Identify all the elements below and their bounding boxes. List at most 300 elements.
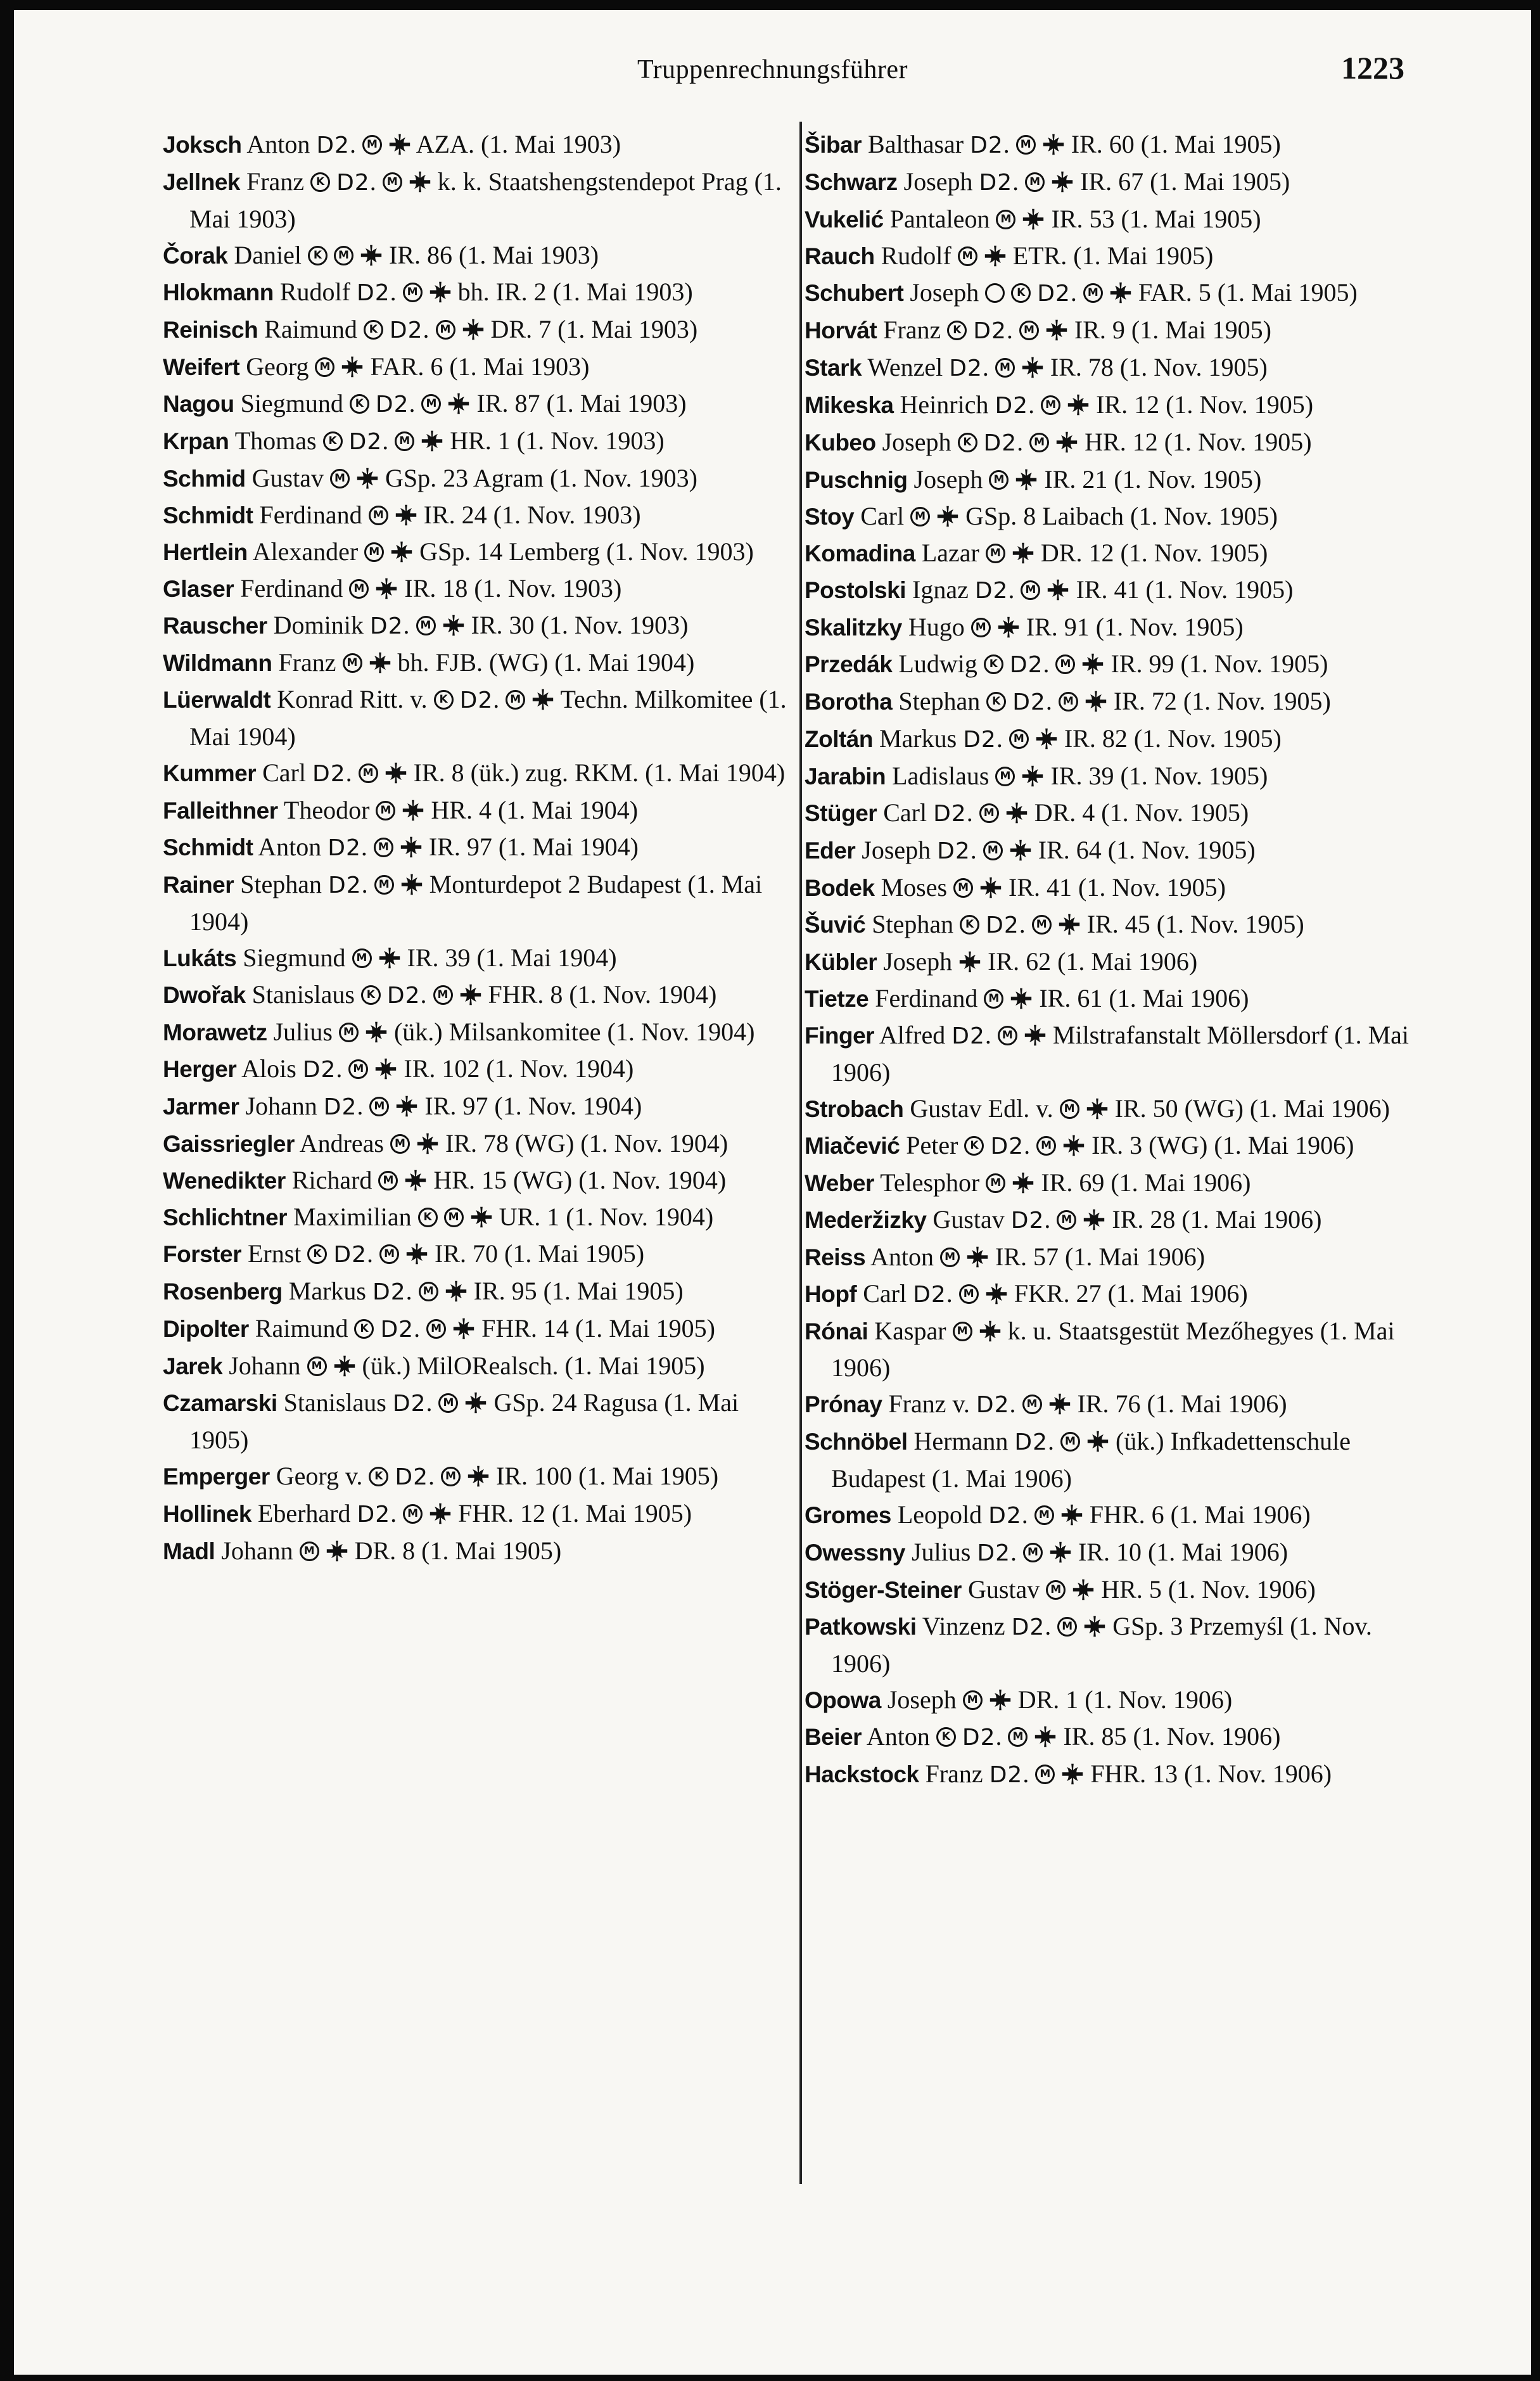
entry-surname: Jarmer <box>163 1094 239 1120</box>
entry-surname: Hollinek <box>163 1501 251 1527</box>
circled-letter-m-icon: M <box>376 801 395 820</box>
entry-surname: Joksch <box>163 132 242 158</box>
cross-pattee-icon <box>979 1320 1002 1343</box>
entry-surname: Schmidt <box>163 834 253 860</box>
entry-details: Telesphor M IR. 69 (1. Mai 1906) <box>880 1168 1251 1197</box>
directory-entry <box>805 906 1435 943</box>
rank-abbreviation: D2 <box>937 838 970 864</box>
cross-pattee-icon <box>1012 1171 1034 1194</box>
entry-surname: Glaser <box>163 576 234 602</box>
entry-details: Raimund K D2. M FHR. 14 (1. Mai 1905) <box>255 1314 715 1343</box>
cross-pattee-icon <box>1048 1393 1071 1415</box>
entry-surname: Jarabin <box>805 763 886 789</box>
directory-entry <box>805 424 1435 461</box>
cross-pattee-icon <box>1015 468 1038 491</box>
entry-surname: Stöger-Steiner <box>805 1577 962 1603</box>
cross-pattee-icon <box>1061 1763 1084 1785</box>
cross-pattee-icon <box>997 616 1020 639</box>
circled-letter-m-icon: M <box>362 135 382 155</box>
cross-pattee-icon <box>467 1465 490 1488</box>
directory-entry <box>163 1014 790 1050</box>
circled-letter-m-icon: M <box>963 1690 983 1710</box>
directory-entry <box>163 940 790 976</box>
circled-letter-m-icon: M <box>1016 135 1036 155</box>
entry-details: Franz v. D2. M IR. 76 (1. Mai 1906) <box>888 1389 1287 1418</box>
cross-pattee-icon <box>341 355 364 378</box>
entry-details: Alexander M GSp. 14 Lemberg (1. Nov. 1903) <box>252 537 754 566</box>
circled-letter-m-icon: M <box>416 616 436 635</box>
cross-pattee-icon <box>531 688 554 711</box>
directory-entry <box>805 498 1435 535</box>
entry-surname: Strobach <box>805 1096 904 1122</box>
entry-surname: Owessny <box>805 1540 905 1566</box>
entry-surname: Morawetz <box>163 1019 267 1045</box>
rank-abbreviation: D2 <box>963 727 996 753</box>
cross-pattee-icon <box>369 651 391 674</box>
column-divider <box>799 122 802 2184</box>
entry-surname: Schmid <box>163 466 246 492</box>
rank-abbreviation: D2 <box>988 1503 1022 1529</box>
cross-pattee-icon <box>375 577 398 600</box>
entry-surname: Kübler <box>805 949 877 975</box>
directory-entry <box>805 201 1435 238</box>
entry-surname: Schubert <box>805 280 904 306</box>
circled-letter-m-icon: M <box>984 989 1003 1009</box>
cross-pattee-icon <box>1081 653 1104 675</box>
entry-surname: Rauscher <box>163 613 267 639</box>
entry-surname: Gaissriegler <box>163 1131 295 1157</box>
circled-letter-m-icon: M <box>1035 1765 1055 1784</box>
right-column <box>805 126 1435 1793</box>
entry-surname: Krpan <box>163 428 229 454</box>
directory-entry <box>163 1533 790 1569</box>
circled-letter-m-icon: M <box>300 1542 319 1561</box>
entry-details: Johann D2. M IR. 97 (1. Nov. 1904) <box>245 1092 642 1120</box>
directory-entry <box>805 1571 1435 1608</box>
circled-letter-k-icon: K <box>936 1727 956 1747</box>
circled-letter-k-icon: K <box>964 1136 984 1156</box>
entry-details: Ferdinand M IR. 24 (1. Nov. 1903) <box>259 501 641 529</box>
cross-pattee-icon <box>1047 578 1069 601</box>
cross-pattee-icon <box>447 392 470 415</box>
entry-details: Markus D2. M IR. 82 (1. Nov. 1905) <box>879 724 1282 753</box>
entry-surname: Wildmann <box>163 650 272 676</box>
circled-letter-m-icon: M <box>330 469 350 488</box>
circled-letter-k-icon: K <box>958 433 977 452</box>
rank-abbreviation: D2 <box>395 1464 428 1490</box>
circled-letter-m-icon: M <box>1029 433 1049 452</box>
rank-abbreviation: D2 <box>389 317 423 343</box>
entry-details: Kaspar M k. u. Staatsgestüt Mezőhegyes (1. Mai 1906) <box>831 1317 1395 1382</box>
entry-details: Peter K D2. M IR. 3 (WG) (1. Mai 1906) <box>906 1131 1354 1159</box>
circled-letter-m-icon: M <box>348 1059 368 1079</box>
entry-surname: Hertlein <box>163 539 248 565</box>
circled-letter-m-icon: M <box>1041 395 1060 415</box>
document-page <box>14 10 1531 2375</box>
cross-pattee-icon <box>333 1355 356 1377</box>
running-title: Truppenrechnungsführer <box>637 55 908 84</box>
entry-surname: Vukelić <box>805 207 884 233</box>
circled-letter-m-icon: M <box>958 246 977 266</box>
cross-pattee-icon <box>442 614 465 637</box>
directory-entry <box>805 535 1435 571</box>
entry-surname: Reinisch <box>163 317 258 343</box>
entry-details: Georg M FAR. 6 (1. Mai 1903) <box>246 352 590 381</box>
circled-letter-k-icon: K <box>947 321 967 340</box>
circled-letter-k-icon: K <box>350 394 369 414</box>
entry-surname: Hopf <box>805 1281 857 1307</box>
circled-letter-m-icon: M <box>1025 172 1045 192</box>
rank-abbreviation: D2 <box>336 170 370 196</box>
entry-details: Heinrich D2. M IR. 12 (1. Nov. 1905) <box>900 390 1314 419</box>
circled-letter-k-icon: K <box>361 985 381 1005</box>
directory-entry <box>805 1386 1435 1423</box>
entry-details: Joseph IR. 62 (1. Mai 1906) <box>883 947 1198 976</box>
cross-pattee-icon <box>1012 542 1034 565</box>
entry-details: Gustav D2. M IR. 28 (1. Mai 1906) <box>932 1205 1322 1234</box>
page-number: 1223 <box>1341 50 1404 86</box>
entry-details: Ferdinand M IR. 18 (1. Nov. 1903) <box>240 574 622 603</box>
cross-pattee-icon <box>1055 431 1078 454</box>
directory-entry <box>163 423 790 460</box>
entry-details: Franz M bh. FJB. (WG) (1. Mai 1904) <box>278 648 695 677</box>
cross-pattee-icon <box>459 983 482 1006</box>
directory-entry <box>163 644 790 681</box>
entry-details: Carl D2. M FKR. 27 (1. Mai 1906) <box>863 1279 1248 1308</box>
rank-abbreviation: D2 <box>372 1279 406 1305</box>
circled-letter-m-icon: M <box>369 1097 389 1116</box>
entry-surname: Rosenberg <box>163 1279 283 1305</box>
circled-letter-m-icon: M <box>378 1171 398 1190</box>
circled-letter-k-icon: K <box>960 915 979 935</box>
cross-pattee-icon <box>1022 208 1045 231</box>
cross-pattee-icon <box>429 1502 452 1525</box>
rank-abbreviation: D2 <box>302 1057 336 1083</box>
directory-entry <box>805 238 1435 274</box>
entry-surname: Patkowski <box>805 1614 917 1640</box>
entry-details: Carl D2. M DR. 4 (1. Nov. 1905) <box>883 798 1249 827</box>
directory-entry <box>163 1348 790 1384</box>
entry-details: Daniel K M IR. 86 (1. Mai 1903) <box>234 241 599 269</box>
entry-details: Raimund K D2. M DR. 7 (1. Mai 1903) <box>264 315 698 343</box>
directory-entry <box>805 720 1435 758</box>
cross-pattee-icon <box>405 1242 428 1265</box>
circled-letter-m-icon: M <box>1055 654 1075 674</box>
entry-surname: Weifert <box>163 354 240 380</box>
cross-pattee-icon <box>400 836 423 859</box>
directory-entry <box>163 460 790 497</box>
entry-surname: Bodek <box>805 875 875 901</box>
cross-pattee-icon <box>1072 1578 1095 1601</box>
circled-letter-m-icon: M <box>996 210 1015 229</box>
circled-letter-m-icon: M <box>352 948 372 968</box>
rank-abbreviation: D2 <box>392 1391 426 1417</box>
circled-letter-m-icon: M <box>1057 1210 1076 1230</box>
directory-entry <box>163 533 790 570</box>
directory-entry <box>163 497 790 533</box>
entry-surname: Weber <box>805 1170 874 1196</box>
directory-entry <box>163 866 790 940</box>
entry-details: Gustav Edl. v. M IR. 50 (WG) (1. Mai 1906) <box>910 1094 1390 1123</box>
entry-details: Stanislaus K D2. M FHR. 8 (1. Nov. 1904) <box>251 980 717 1009</box>
cross-pattee-icon <box>1034 1725 1057 1748</box>
circled-letter-m-icon: M <box>986 1173 1005 1193</box>
entry-surname: Opowa <box>805 1687 881 1713</box>
entry-details: Wenzel D2. M IR. 78 (1. Nov. 1905) <box>867 353 1268 381</box>
rank-abbreviation: D2 <box>979 170 1013 196</box>
cross-pattee-icon <box>326 1540 348 1562</box>
entry-surname: Emperger <box>163 1464 270 1490</box>
directory-entry <box>805 461 1435 498</box>
entry-details: Julius D2. M IR. 10 (1. Mai 1906) <box>911 1538 1289 1566</box>
rank-abbreviation: D2 <box>380 1317 414 1343</box>
directory-entry <box>805 163 1435 201</box>
entry-details: Franz K D2. M k. k. Staatshengstendepot Prag (1. Mai 1903) <box>189 167 782 233</box>
directory-entry <box>163 570 790 607</box>
circled-letter-k-icon: K <box>310 172 330 192</box>
cross-pattee-icon <box>966 1246 989 1268</box>
cross-pattee-icon <box>936 505 959 528</box>
cross-pattee-icon <box>356 467 379 490</box>
directory-entry <box>805 1756 1435 1793</box>
circled-letter-m-icon: M <box>436 320 455 340</box>
cross-pattee-icon <box>365 1021 388 1044</box>
circled-letter-m-icon: M <box>339 1023 359 1042</box>
rank-abbreviation: D2 <box>962 1725 996 1751</box>
rank-abbreviation: D2 <box>970 132 1003 158</box>
cross-pattee-icon <box>400 873 423 896</box>
cross-pattee-icon <box>1058 913 1081 936</box>
circled-letter-m-icon: M <box>998 1026 1017 1045</box>
entry-surname: Šuvić <box>805 912 866 938</box>
entry-surname: Eder <box>805 838 856 864</box>
circled-letter-m-icon: M <box>426 1319 446 1339</box>
cross-pattee-icon <box>1035 727 1058 750</box>
circled-letter-k-icon: K <box>418 1208 438 1227</box>
entry-surname: Tietze <box>805 986 869 1012</box>
entry-surname: Czamarski <box>163 1390 277 1416</box>
entry-surname: Šibar <box>805 132 862 158</box>
directory-entry <box>805 386 1435 424</box>
circled-letter-m-icon: M <box>1021 580 1040 600</box>
circled-letter-m-icon: M <box>1034 1505 1054 1525</box>
directory-entry <box>163 385 790 423</box>
circled-letter-m-icon: M <box>1019 321 1039 340</box>
page-header <box>14 50 1531 105</box>
circled-letter-k-icon: K <box>986 692 1006 712</box>
directory-entry <box>805 1718 1435 1756</box>
entry-details: Johann M DR. 8 (1. Mai 1905) <box>221 1536 562 1565</box>
rank-abbreviation: D2 <box>990 1133 1024 1159</box>
circled-letter-m-icon: M <box>953 1322 972 1341</box>
entry-surname: Rainer <box>163 872 234 898</box>
entry-details: Rudolf M ETR. (1. Mai 1905) <box>881 241 1214 270</box>
entry-details: Vinzenz D2. M GSp. 3 Przemyśl (1. Nov. 1906) <box>831 1612 1372 1678</box>
entry-details: Joseph M IR. 21 (1. Nov. 1905) <box>913 465 1262 494</box>
entry-surname: Beier <box>805 1724 862 1750</box>
entry-details: Stanislaus D2. M GSp. 24 Ragusa (1. Mai 1905) <box>189 1388 739 1454</box>
directory-entry <box>163 348 790 385</box>
directory-entry <box>805 1313 1435 1386</box>
rank-abbreviation: D2 <box>348 429 383 455</box>
cross-pattee-icon <box>409 170 431 193</box>
circled-letter-m-icon: M <box>421 394 441 414</box>
entry-details: Anton M IR. 57 (1. Mai 1906) <box>870 1242 1206 1271</box>
rank-abbreviation: D2 <box>933 801 967 827</box>
circled-letter-m-icon: M <box>359 763 378 783</box>
circled-letter-m-icon: M <box>953 878 973 898</box>
rank-abbreviation: D2 <box>333 1242 367 1268</box>
cross-pattee-icon <box>1042 133 1065 156</box>
entry-surname: Skalitzky <box>805 615 902 641</box>
circled-letter-m-icon: M <box>379 1244 399 1264</box>
entry-details: Markus D2. M IR. 95 (1. Mai 1905) <box>288 1277 684 1305</box>
cross-pattee-icon <box>421 430 443 452</box>
entry-surname: Dipolter <box>163 1316 249 1342</box>
directory-entry <box>805 683 1435 720</box>
circled-letter-m-icon: M <box>971 618 991 637</box>
entry-details: Moses M IR. 41 (1. Nov. 1905) <box>881 873 1226 902</box>
directory-entry <box>805 1497 1435 1534</box>
rank-abbreviation: D2 <box>974 578 1009 604</box>
entry-surname: Miačević <box>805 1133 900 1159</box>
circled-letter-m-icon: M <box>315 357 334 377</box>
entry-surname: Gromes <box>805 1502 891 1528</box>
entry-details: Pantaleon M IR. 53 (1. Mai 1905) <box>889 205 1261 233</box>
cross-pattee-icon <box>374 1057 397 1080</box>
cross-pattee-icon <box>1083 1208 1105 1231</box>
circled-letter-m-icon: M <box>364 542 384 562</box>
circled-letter-k-icon: K <box>984 654 1003 674</box>
circled-letter-k-icon: K <box>1011 283 1031 303</box>
entry-details: Lazar M DR. 12 (1. Nov. 1905) <box>921 539 1268 567</box>
entry-surname: Herger <box>163 1056 237 1082</box>
directory-entry <box>805 1090 1435 1127</box>
entry-surname: Zoltán <box>805 726 873 752</box>
circled-letter-m-icon: M <box>369 506 388 525</box>
entry-surname: Falleithner <box>163 798 278 824</box>
entry-surname: Mederžizky <box>805 1207 927 1233</box>
cross-pattee-icon <box>1083 1615 1106 1638</box>
entry-surname: Schnöbel <box>805 1429 908 1455</box>
cross-pattee-icon <box>402 799 424 822</box>
circled-letter-m-icon: M <box>979 803 999 823</box>
left-column <box>163 126 790 1569</box>
circled-letter-m-icon: M <box>1060 1432 1080 1452</box>
entry-surname: Čorak <box>163 243 228 269</box>
rank-abbreviation: D2 <box>989 1762 1023 1788</box>
entry-details: Franz D2. M FHR. 13 (1. Nov. 1906) <box>925 1759 1332 1788</box>
entry-details: Stephan K D2. M IR. 72 (1. Nov. 1905) <box>898 687 1331 715</box>
entry-details: Hermann D2. M (ük.) Infkadettenschule Budapest (1. Mai 1906) <box>831 1427 1351 1493</box>
circled-letter-m-icon: M <box>986 544 1005 563</box>
entry-details: Siegmund M IR. 39 (1. Mai 1904) <box>243 943 617 972</box>
cross-pattee-icon <box>1062 1134 1085 1157</box>
directory-entry <box>805 274 1435 312</box>
circled-letter-m-icon: M <box>983 841 1003 860</box>
circled-letter-m-icon: M <box>383 172 402 192</box>
rank-abbreviation: D2 <box>328 835 361 861</box>
cross-pattee-icon <box>1051 170 1074 193</box>
cross-pattee-icon <box>1049 1541 1072 1564</box>
circled-letter-k-icon: K <box>307 1244 327 1264</box>
cross-pattee-icon <box>985 1282 1008 1305</box>
cross-pattee-icon <box>1086 1430 1109 1453</box>
directory-entry <box>163 1162 790 1199</box>
rank-abbreviation: D2 <box>357 1502 391 1528</box>
entry-surname: Lüerwaldt <box>163 687 271 713</box>
circled-letter-m-icon: M <box>374 875 394 895</box>
directory-entry <box>163 1050 790 1088</box>
entry-details: Johann M (ük.) MilORealsch. (1. Mai 1905) <box>229 1351 705 1380</box>
circled-letter-m-icon: M <box>1060 1099 1079 1119</box>
circled-letter-m-icon: M <box>395 431 414 451</box>
cross-pattee-icon <box>1086 1097 1109 1120</box>
entry-details: Konrad Ritt. v. K D2. M Techn. Milkomitee (1. Mai 1904) <box>189 685 787 751</box>
directory-entry <box>163 126 790 163</box>
entry-details: Richard M HR. 15 (WG) (1. Nov. 1904) <box>291 1166 727 1194</box>
directory-entry <box>805 1127 1435 1165</box>
cross-pattee-icon <box>416 1132 439 1155</box>
directory-entry <box>163 237 790 274</box>
entry-details: Joseph M DR. 1 (1. Nov. 1906) <box>887 1685 1233 1714</box>
directory-entry <box>163 1125 790 1162</box>
entry-details: Balthasar D2. M IR. 60 (1. Mai 1905) <box>868 130 1281 158</box>
directory-entry <box>163 1235 790 1273</box>
rank-abbreviation: D2 <box>356 280 390 306</box>
directory-entry <box>805 980 1435 1017</box>
rank-abbreviation: D2 <box>949 355 983 381</box>
entry-details: Anton D2. M IR. 97 (1. Mai 1904) <box>258 833 639 861</box>
directory-entry <box>805 1165 1435 1201</box>
circled-letter-m-icon: M <box>1023 1543 1043 1562</box>
cross-pattee-icon <box>388 133 411 156</box>
entry-details: Joseph K D2. M FAR. 5 (1. Mai 1905) <box>910 278 1358 307</box>
circled-letter-m-icon: M <box>989 470 1009 490</box>
cross-pattee-icon <box>989 1688 1012 1711</box>
cross-pattee-icon <box>445 1280 468 1303</box>
entry-details: Ferdinand M IR. 61 (1. Mai 1906) <box>875 984 1249 1012</box>
entry-details: Ernst K D2. M IR. 70 (1. Mai 1905) <box>247 1239 645 1268</box>
cross-pattee-icon <box>360 244 383 267</box>
rank-abbreviation: D2 <box>1009 652 1043 678</box>
entry-details: Joseph K D2. M HR. 12 (1. Nov. 1905) <box>882 428 1312 456</box>
circled-letter-m-icon: M <box>1008 1727 1028 1747</box>
rank-abbreviation: D2 <box>983 430 1017 456</box>
circled-letter-k-icon: K <box>369 1467 388 1486</box>
directory-entry <box>805 1682 1435 1718</box>
entry-surname: Kummer <box>163 760 257 786</box>
circled-letter-m-icon: M <box>334 246 353 265</box>
directory-entry <box>163 311 790 348</box>
entry-surname: Kubeo <box>805 430 876 456</box>
cross-pattee-icon <box>1085 690 1107 713</box>
entry-details: Alois D2. M IR. 102 (1. Nov. 1904) <box>241 1054 634 1083</box>
cross-pattee-icon <box>395 504 417 527</box>
entry-details: Stephan K D2. M IR. 45 (1. Nov. 1905) <box>872 910 1304 938</box>
entry-details: Carl D2. M IR. 8 (ük.) zug. RKM. (1. Mai 1904) <box>262 758 786 787</box>
directory-entry <box>163 1199 790 1235</box>
rank-abbreviation: D2 <box>328 872 362 898</box>
cross-pattee-icon <box>1009 839 1032 862</box>
entry-surname: Hackstock <box>805 1761 919 1787</box>
circled-letter-m-icon: M <box>438 1393 458 1413</box>
rank-abbreviation: D2 <box>976 1392 1010 1418</box>
directory-entry <box>163 1088 790 1125</box>
directory-entry <box>805 1534 1435 1571</box>
circled-letter-m-icon: M <box>910 507 930 527</box>
rank-abbreviation: D2 <box>977 1540 1010 1566</box>
